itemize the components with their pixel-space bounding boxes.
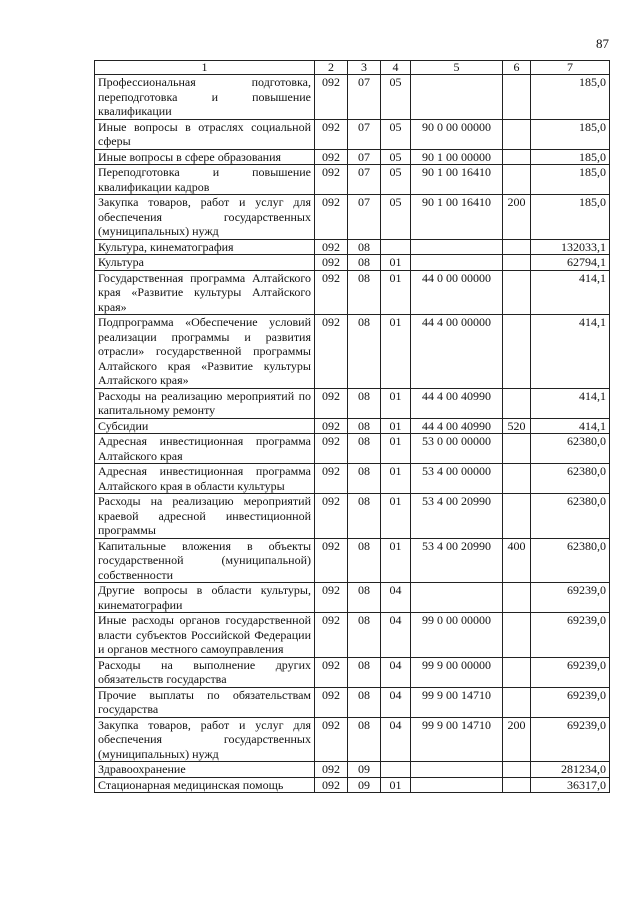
target-article-cell: 44 4 00 40990 — [411, 418, 503, 434]
row-name-cell: Адресная инвестиционная программа Алтайского края — [95, 434, 315, 464]
amount-cell: 69239,0 — [531, 613, 610, 658]
target-article-cell — [411, 583, 503, 613]
subsection-code-cell: 05 — [381, 75, 411, 120]
row-name-cell: Другие вопросы в области культуры, кинематографии — [95, 583, 315, 613]
page-number: 87 — [596, 36, 609, 51]
section-code-cell: 07 — [348, 119, 381, 149]
subsection-code-cell: 05 — [381, 119, 411, 149]
table-row — [95, 149, 610, 165]
ministry-code-cell: 092 — [315, 255, 348, 271]
subsection-code-cell: 01 — [381, 270, 411, 315]
table-row — [95, 165, 610, 195]
amount-cell: 62794,1 — [531, 255, 610, 271]
amount-cell: 414,1 — [531, 388, 610, 418]
target-article-cell: 90 1 00 16410 — [411, 195, 503, 240]
ministry-code-cell: 092 — [315, 270, 348, 315]
table-row — [95, 195, 610, 240]
amount-cell: 281234,0 — [531, 762, 610, 778]
table-row — [95, 239, 610, 255]
section-code-cell: 08 — [348, 239, 381, 255]
section-code-cell: 09 — [348, 762, 381, 778]
expense-type-cell — [503, 777, 531, 793]
target-article-cell: 53 4 00 00000 — [411, 464, 503, 494]
expense-type-cell — [503, 315, 531, 389]
row-name-cell: Закупка товаров, работ и услуг для обеспечения государственных (муниципальных) нужд — [95, 195, 315, 240]
subsection-code-cell: 05 — [381, 165, 411, 195]
ministry-code-cell: 092 — [315, 195, 348, 240]
amount-cell: 69239,0 — [531, 687, 610, 717]
section-code-cell: 08 — [348, 388, 381, 418]
table-row — [95, 538, 610, 583]
row-name-cell: Капитальные вложения в объекты государственной (муниципальной) собственности — [95, 538, 315, 583]
ministry-code-cell: 092 — [315, 165, 348, 195]
amount-cell: 414,1 — [531, 270, 610, 315]
amount-cell: 62380,0 — [531, 434, 610, 464]
ministry-code-cell: 092 — [315, 777, 348, 793]
column-header: 1 — [95, 61, 315, 75]
section-code-cell: 07 — [348, 165, 381, 195]
target-article-cell — [411, 239, 503, 255]
table-row — [95, 494, 610, 539]
column-header: 4 — [381, 61, 411, 75]
section-code-cell: 08 — [348, 613, 381, 658]
subsection-code-cell: 04 — [381, 583, 411, 613]
ministry-code-cell: 092 — [315, 418, 348, 434]
table-row — [95, 315, 610, 389]
section-code-cell: 07 — [348, 149, 381, 165]
ministry-code-cell: 092 — [315, 717, 348, 762]
table-row — [95, 418, 610, 434]
row-name-cell: Иные расходы органов государственной власти субъектов Российской Федерации и органов местного самоуправления — [95, 613, 315, 658]
amount-cell: 36317,0 — [531, 777, 610, 793]
target-article-cell: 53 4 00 20990 — [411, 494, 503, 539]
column-header: 3 — [348, 61, 381, 75]
subsection-code-cell: 01 — [381, 494, 411, 539]
ministry-code-cell: 092 — [315, 464, 348, 494]
section-code-cell: 08 — [348, 418, 381, 434]
row-name-cell: Иные вопросы в сфере образования — [95, 149, 315, 165]
ministry-code-cell: 092 — [315, 239, 348, 255]
expense-type-cell — [503, 239, 531, 255]
column-header: 6 — [503, 61, 531, 75]
row-name-cell: Субсидии — [95, 418, 315, 434]
ministry-code-cell: 092 — [315, 75, 348, 120]
subsection-code-cell: 04 — [381, 687, 411, 717]
ministry-code-cell: 092 — [315, 687, 348, 717]
subsection-code-cell: 01 — [381, 388, 411, 418]
target-article-cell — [411, 762, 503, 778]
amount-cell: 414,1 — [531, 315, 610, 389]
table-row — [95, 657, 610, 687]
ministry-code-cell: 092 — [315, 613, 348, 658]
target-article-cell: 44 0 00 00000 — [411, 270, 503, 315]
table-row — [95, 687, 610, 717]
expense-type-cell — [503, 165, 531, 195]
row-name-cell: Здравоохранение — [95, 762, 315, 778]
subsection-code-cell: 01 — [381, 434, 411, 464]
amount-cell: 414,1 — [531, 418, 610, 434]
subsection-code-cell — [381, 239, 411, 255]
amount-cell: 69239,0 — [531, 657, 610, 687]
table-row — [95, 434, 610, 464]
ministry-code-cell: 092 — [315, 434, 348, 464]
amount-cell: 185,0 — [531, 119, 610, 149]
target-article-cell: 90 0 00 00000 — [411, 119, 503, 149]
table-row — [95, 762, 610, 778]
expense-type-cell — [503, 494, 531, 539]
target-article-cell: 90 1 00 00000 — [411, 149, 503, 165]
subsection-code-cell: 04 — [381, 613, 411, 658]
amount-cell: 62380,0 — [531, 464, 610, 494]
expense-type-cell — [503, 687, 531, 717]
ministry-code-cell: 092 — [315, 494, 348, 539]
ministry-code-cell: 092 — [315, 583, 348, 613]
table-row — [95, 613, 610, 658]
row-name-cell: Переподготовка и повышение квалификации кадров — [95, 165, 315, 195]
expense-type-cell: 520 — [503, 418, 531, 434]
table-row — [95, 717, 610, 762]
subsection-code-cell — [381, 762, 411, 778]
section-code-cell: 08 — [348, 315, 381, 389]
target-article-cell — [411, 75, 503, 120]
subsection-code-cell: 01 — [381, 538, 411, 583]
row-name-cell: Культура, кинематография — [95, 239, 315, 255]
section-code-cell: 08 — [348, 255, 381, 271]
subsection-code-cell: 01 — [381, 315, 411, 389]
expense-type-cell — [503, 270, 531, 315]
table-row — [95, 270, 610, 315]
column-header: 5 — [411, 61, 503, 75]
target-article-cell — [411, 255, 503, 271]
section-code-cell: 08 — [348, 717, 381, 762]
ministry-code-cell: 092 — [315, 762, 348, 778]
row-name-cell: Иные вопросы в отраслях социальной сферы — [95, 119, 315, 149]
budget-table — [94, 60, 610, 793]
amount-cell: 62380,0 — [531, 494, 610, 539]
subsection-code-cell: 01 — [381, 777, 411, 793]
target-article-cell: 99 0 00 00000 — [411, 613, 503, 658]
target-article-cell: 90 1 00 16410 — [411, 165, 503, 195]
ministry-code-cell: 092 — [315, 119, 348, 149]
ministry-code-cell: 092 — [315, 388, 348, 418]
row-name-cell: Культура — [95, 255, 315, 271]
ministry-code-cell: 092 — [315, 657, 348, 687]
subsection-code-cell: 04 — [381, 657, 411, 687]
row-name-cell: Адресная инвестиционная программа Алтайского края в области культуры — [95, 464, 315, 494]
amount-cell: 132033,1 — [531, 239, 610, 255]
section-code-cell: 08 — [348, 270, 381, 315]
target-article-cell: 44 4 00 40990 — [411, 388, 503, 418]
section-code-cell: 08 — [348, 464, 381, 494]
row-name-cell: Закупка товаров, работ и услуг для обеспечения государственных (муниципальных) нужд — [95, 717, 315, 762]
section-code-cell: 08 — [348, 583, 381, 613]
subsection-code-cell: 05 — [381, 195, 411, 240]
section-code-cell: 07 — [348, 75, 381, 120]
table-row — [95, 777, 610, 793]
section-code-cell: 09 — [348, 777, 381, 793]
table-row — [95, 583, 610, 613]
expense-type-cell — [503, 119, 531, 149]
ministry-code-cell: 092 — [315, 149, 348, 165]
amount-cell: 69239,0 — [531, 583, 610, 613]
column-header: 2 — [315, 61, 348, 75]
amount-cell: 185,0 — [531, 149, 610, 165]
amount-cell: 62380,0 — [531, 538, 610, 583]
row-name-cell: Государственная программа Алтайского края «Развитие культуры Алтайского края» — [95, 270, 315, 315]
row-name-cell: Профессиональная подготовка, переподготовка и повышение квалификации — [95, 75, 315, 120]
expense-type-cell: 400 — [503, 538, 531, 583]
header-row — [95, 61, 610, 75]
expense-type-cell — [503, 149, 531, 165]
target-article-cell: 99 9 00 14710 — [411, 717, 503, 762]
expense-type-cell — [503, 75, 531, 120]
section-code-cell: 08 — [348, 538, 381, 583]
expense-type-cell — [503, 255, 531, 271]
amount-cell: 185,0 — [531, 75, 610, 120]
table-row — [95, 75, 610, 120]
amount-cell: 185,0 — [531, 165, 610, 195]
target-article-cell — [411, 777, 503, 793]
expense-type-cell — [503, 762, 531, 778]
subsection-code-cell: 04 — [381, 717, 411, 762]
table-row — [95, 119, 610, 149]
ministry-code-cell: 092 — [315, 538, 348, 583]
expense-type-cell — [503, 583, 531, 613]
row-name-cell: Расходы на реализацию мероприятий краевой адресной инвестиционной программы — [95, 494, 315, 539]
row-name-cell: Стационарная медицинская помощь — [95, 777, 315, 793]
target-article-cell: 53 4 00 20990 — [411, 538, 503, 583]
section-code-cell: 08 — [348, 494, 381, 539]
target-article-cell: 99 9 00 14710 — [411, 687, 503, 717]
section-code-cell: 08 — [348, 657, 381, 687]
row-name-cell: Расходы на реализацию мероприятий по капитальному ремонту — [95, 388, 315, 418]
target-article-cell: 99 9 00 00000 — [411, 657, 503, 687]
table-row — [95, 255, 610, 271]
table-row — [95, 464, 610, 494]
expense-type-cell — [503, 388, 531, 418]
expense-type-cell — [503, 613, 531, 658]
target-article-cell: 53 0 00 00000 — [411, 434, 503, 464]
subsection-code-cell: 01 — [381, 464, 411, 494]
expense-type-cell: 200 — [503, 717, 531, 762]
ministry-code-cell: 092 — [315, 315, 348, 389]
column-header: 7 — [531, 61, 610, 75]
subsection-code-cell: 01 — [381, 255, 411, 271]
row-name-cell: Прочие выплаты по обязательствам государства — [95, 687, 315, 717]
expense-type-cell — [503, 657, 531, 687]
expense-type-cell: 200 — [503, 195, 531, 240]
expense-type-cell — [503, 434, 531, 464]
amount-cell: 69239,0 — [531, 717, 610, 762]
section-code-cell: 07 — [348, 195, 381, 240]
row-name-cell: Расходы на выполнение других обязательств государства — [95, 657, 315, 687]
row-name-cell: Подпрограмма «Обеспечение условий реализации программы и развития отрасли» государственной программы Алтайского края «Развитие культуры Алтайского края» — [95, 315, 315, 389]
target-article-cell: 44 4 00 00000 — [411, 315, 503, 389]
amount-cell: 185,0 — [531, 195, 610, 240]
table-row — [95, 388, 610, 418]
section-code-cell: 08 — [348, 687, 381, 717]
subsection-code-cell: 01 — [381, 418, 411, 434]
subsection-code-cell: 05 — [381, 149, 411, 165]
expense-type-cell — [503, 464, 531, 494]
section-code-cell: 08 — [348, 434, 381, 464]
